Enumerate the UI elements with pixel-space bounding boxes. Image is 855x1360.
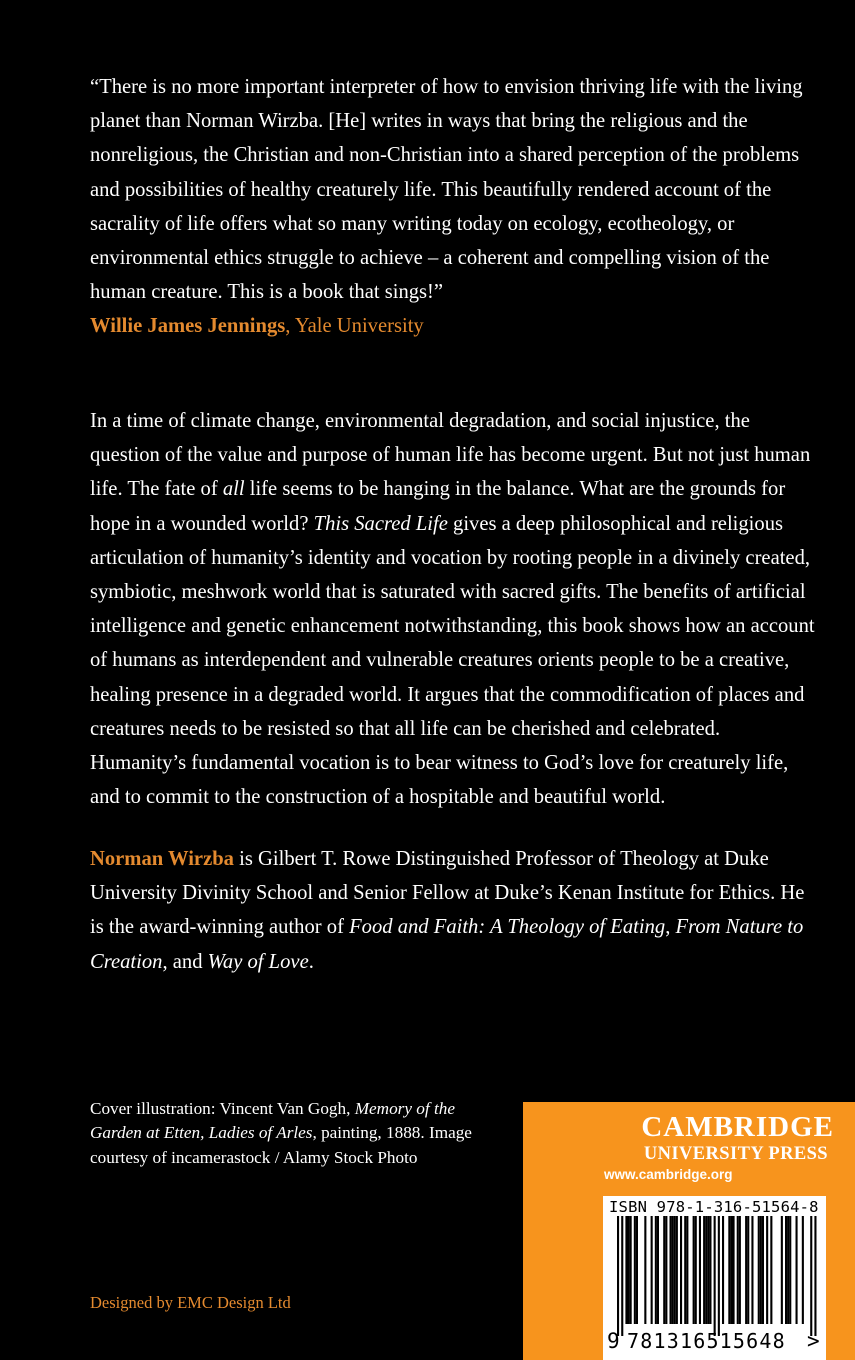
barcode-bar [737,1216,739,1324]
barcode-bar [644,1216,646,1324]
barcode-bar [651,1216,653,1324]
barcode-bar [699,1216,701,1324]
barcode-bar [760,1216,762,1324]
bio-text-2: , [665,916,676,939]
credit-text-2: , painting, 1888. Image courtesy of incamerastock / Alamy Stock Photo [90,1123,472,1167]
author-name: Norman Wirzba [90,848,234,870]
barcode-bar [747,1216,749,1324]
credit-artwork-title: Memory of the Garden at Etten, Ladies of Arles [90,1099,455,1143]
barcode-bar [634,1216,636,1324]
barcode-bar [707,1216,709,1324]
publisher-name: CAMBRIDGE [641,1111,834,1143]
endorser-name: Willie James Jennings [90,315,286,338]
barcode-bar [751,1216,753,1324]
barcode-bar [718,1216,720,1336]
barcode-bar [657,1216,659,1324]
barcode-bar [810,1216,812,1336]
bio-book-1: Food and Faith: A Theology of Eating [349,916,666,939]
barcode-lead-digit: 9 [607,1329,620,1353]
barcode-bar [796,1216,798,1324]
publisher-subtitle: UNIVERSITY PRESS [643,1144,828,1164]
blurb-emphasis: all [222,478,245,501]
blurb-text-2: life seems to be hanging in the balance. What are the grounds for hope in a wounded world? [90,478,786,535]
barcode-digit-row [607,1329,827,1359]
barcode-bar [617,1216,619,1336]
publisher-panel [523,1102,855,1360]
designer-credit: Designed by EMC Design Ltd [90,1293,291,1312]
bio-text-4: . [308,950,314,973]
barcode-bar [628,1216,630,1324]
bio-text-3: , and [162,950,208,973]
barcode-bar [672,1216,674,1324]
barcode-bar [693,1216,695,1324]
barcode-bar [762,1216,764,1324]
barcode-bar [766,1216,768,1324]
barcode-bar [730,1216,732,1324]
barcode-graphic [605,1216,824,1336]
book-title: This Sacred Life [313,512,448,535]
barcode-bar [686,1216,688,1324]
barcode-bar [630,1216,632,1324]
bio-text-1: is Gilbert T. Rowe Distinguished Professor of Theology at Duke University Divinity School and Senior Fellow at Duke’s Kenan Institute for Ethics. He is the award-winning author of [90,848,805,939]
barcode-bar [655,1216,657,1324]
barcode-bar [625,1216,627,1324]
barcode-bar [781,1216,783,1324]
barcode-bar [787,1216,789,1324]
book-description [90,404,820,814]
barcode-bar [684,1216,686,1324]
endorsement-quote [90,70,820,344]
quote-text: “There is no more important interpreter of how to envision thriving life with the living planet than Norman Wirzba. [He] writes in ways that bring the religious and the nonreligious, the Christian and non-Christian into a shared perception of the problems and possibilities of healthy creaturely life. This beautifully rendered account of the sacrality of life offers what so many writing today on ecology, ecotheology, or environmental ethics struggle to achieve – a coherent and compelling vision of the human creature. This is a book that sings!” [90,76,803,304]
isbn-label: ISBN 978-1-316-51564-8 [609,1198,819,1216]
barcode-bar [745,1216,747,1324]
barcode-bar [636,1216,638,1324]
barcode-bar [758,1216,760,1324]
barcode-bar [785,1216,787,1324]
barcode-bar [670,1216,672,1324]
barcode-bar [676,1216,678,1324]
barcode-bar [714,1216,716,1336]
barcode-bar [674,1216,676,1324]
barcode-bar [802,1216,804,1324]
barcode-bar [728,1216,730,1324]
barcode-bar [705,1216,707,1324]
barcode-bar [695,1216,697,1324]
barcode-digits: 781316515648 [627,1329,786,1353]
bio-book-2: From Nature to Creation [90,916,804,973]
barcode-bar [665,1216,667,1324]
barcode-bar [680,1216,682,1324]
barcode-bar [739,1216,741,1324]
barcode-bar [814,1216,816,1336]
barcode-bar [621,1216,623,1336]
barcode-bar [722,1216,724,1324]
barcode-bar [789,1216,791,1324]
bio-book-3: Way of Love [207,950,309,973]
blurb-text-1: In a time of climate change, environmental degradation, and social injustice, the question of the value and purpose of human life has become urgent. But not just human life. The fate of [90,410,811,501]
barcode-bar [709,1216,711,1324]
credit-text-1: Cover illustration: Vincent Van Gogh, [90,1099,355,1118]
barcode-bar [663,1216,665,1324]
cover-credit [90,1097,490,1170]
barcode-end-mark: > [807,1329,820,1353]
endorser-affiliation: , Yale University [285,315,424,338]
blurb-text-3: gives a deep philosophical and religious articulation of humanity’s identity and vocation by rooting people in a divinely created, symbiotic, meshwork world that is saturated with sacred gifts. The benefits of artificial intelligence and genetic enhancement notwithstanding, this book shows how an account of humans as interdependent and vulnerable creatures orients people to be a creative, healing presence in a degraded world. It argues that the commodification of places and creatures needs to be resisted so that all life can be cherished and celebrated. Humanity’s fundamental vocation is to bear witness to God’s love for creaturely life, and to commit to the construction of a hospitable and beautiful world. [90,512,815,809]
author-bio [90,842,820,979]
barcode-bar [703,1216,705,1324]
barcode-bar [733,1216,735,1324]
publisher-url: www.cambridge.org [604,1167,733,1182]
barcode-bar [770,1216,772,1324]
